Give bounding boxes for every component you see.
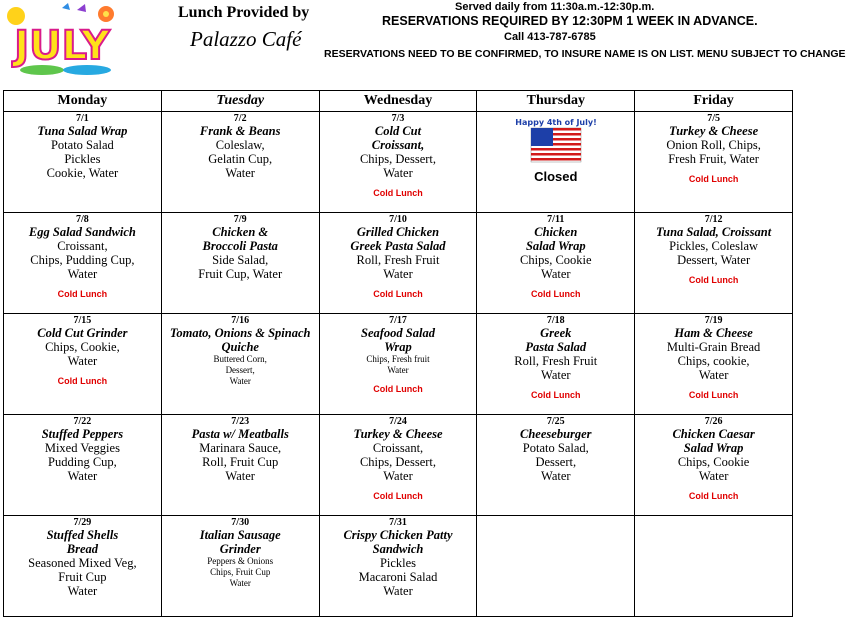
date-number: 7/9 <box>233 214 247 225</box>
week-row <box>4 213 793 314</box>
menu-calendar <box>3 90 793 617</box>
side-items: Potato Salad Pickles Cookie, Water <box>46 138 119 180</box>
day-cell <box>4 213 162 314</box>
cold-lunch-label: Cold Lunch <box>531 390 581 400</box>
notice: RESERVATIONS NEED TO BE CONFIRMED, TO INSURE NAME IS ON LIST. MENU SUBJECT TO CHANGE <box>324 48 846 60</box>
date-number: 7/2 <box>233 113 247 124</box>
title-line-2: Palazzo Café <box>190 27 302 51</box>
date-number: 7/26 <box>704 416 723 427</box>
cold-lunch-label: Cold Lunch <box>373 384 423 394</box>
side-items: Buttered Corn, Dessert, Water <box>213 354 267 386</box>
dish-name: Chicken Caesar Salad Wrap <box>672 427 755 455</box>
dish-name: Chicken Salad Wrap <box>525 225 586 253</box>
side-items: Multi-Grain Bread Chips, cookie, Water <box>666 340 761 382</box>
reservation-rule: RESERVATIONS REQUIRED BY 12:30PM 1 WEEK IN ADVANCE. <box>382 14 758 28</box>
side-items: Croissant, Chips, Dessert, Water <box>359 441 437 483</box>
dish-name: Tuna Salad Wrap <box>37 124 128 138</box>
date-number: 7/16 <box>231 315 250 326</box>
dish-name: Seafood Salad Wrap <box>361 326 435 354</box>
day-cell <box>635 415 793 516</box>
side-items: Chips, Cookie Water <box>520 253 592 281</box>
dish-name: Tuna Salad, Croissant <box>655 225 772 239</box>
date-number: 7/17 <box>389 315 407 326</box>
side-items: Coleslaw, Gelatin Cup, Water <box>208 138 273 180</box>
day-cell <box>635 213 793 314</box>
side-items: Roll, Fresh Fruit Water <box>356 253 440 281</box>
day-cell <box>161 314 319 415</box>
side-items: Marinara Sauce, Roll, Fruit Cup Water <box>199 441 282 483</box>
date-number: 7/5 <box>707 113 720 124</box>
week-row <box>4 314 793 415</box>
day-cell <box>477 112 635 213</box>
dish-name: Egg Salad Sandwich <box>28 225 136 239</box>
day-cell <box>4 112 162 213</box>
date-number: 7/8 <box>76 214 89 225</box>
cold-lunch-label: Cold Lunch <box>373 289 423 299</box>
day-cell <box>319 213 477 314</box>
dish-name: Cold Cut Croissant, <box>371 124 425 152</box>
date-number: 7/29 <box>73 517 92 528</box>
day-cell <box>477 213 635 314</box>
dish-name: Cold Cut Grinder <box>37 326 128 340</box>
dish-name: Turkey & Cheese <box>669 124 759 138</box>
date-number: 7/12 <box>704 214 723 225</box>
day-cell <box>319 112 477 213</box>
side-items: Chips, Cookie Water <box>677 455 750 483</box>
side-items: Onion Roll, Chips, Fresh Fruit, Water <box>666 138 761 166</box>
day-header: Monday <box>4 91 162 112</box>
dish-name: Italian Sausage Grinder <box>199 528 281 556</box>
date-number: 7/31 <box>389 517 407 528</box>
day-cell <box>161 415 319 516</box>
day-header: Wednesday <box>319 91 477 112</box>
date-number: 7/3 <box>391 113 405 124</box>
date-number: 7/25 <box>546 416 565 427</box>
day-cell <box>477 314 635 415</box>
side-items: Seasoned Mixed Veg, Fruit Cup Water <box>28 556 137 598</box>
svg-text:Happy 4th of July!: Happy 4th of July! <box>515 118 597 127</box>
cold-lunch-label: Cold Lunch <box>373 188 423 198</box>
day-header: Tuesday <box>161 91 319 112</box>
side-items: Chips, Fresh fruit Water <box>366 354 430 375</box>
cold-lunch-label: Cold Lunch <box>688 491 739 501</box>
week-row <box>4 516 793 617</box>
date-number: 7/22 <box>73 416 92 427</box>
closed-label: Closed <box>534 169 578 184</box>
cold-lunch-label: Cold Lunch <box>531 289 581 299</box>
title-line-1: Lunch Provided by <box>178 4 310 21</box>
day-cell <box>4 415 162 516</box>
dish-name: Stuffed Peppers <box>41 427 124 441</box>
date-number: 7/18 <box>546 315 565 326</box>
day-cell <box>161 516 319 617</box>
day-cell <box>635 112 793 213</box>
dish-name: Cheeseburger <box>520 427 592 441</box>
call-number: Call 413-787-6785 <box>504 31 596 43</box>
side-items: Roll, Fresh Fruit Water <box>514 354 598 382</box>
date-number: 7/19 <box>704 315 723 326</box>
dish-name: Tomato, Onions & Spinach Quiche <box>169 326 311 354</box>
week-row <box>4 112 793 213</box>
day-cell <box>4 516 162 617</box>
side-items: Side Salad, Fruit Cup, Water <box>198 253 283 281</box>
side-items: Pickles, Coleslaw Dessert, Water <box>669 239 759 267</box>
day-cell <box>319 415 477 516</box>
dish-name: Ham & Cheese <box>674 326 753 340</box>
dish-name: Crispy Chicken Patty Sandwich <box>343 528 453 556</box>
date-number: 7/10 <box>389 214 407 225</box>
svg-text:JULY: JULY <box>14 23 110 69</box>
day-cell <box>635 516 793 617</box>
dish-name: Greek Pasta Salad <box>525 326 587 354</box>
date-number: 7/30 <box>231 517 250 528</box>
cold-lunch-label: Cold Lunch <box>57 376 108 386</box>
cold-lunch-label: Cold Lunch <box>688 174 739 184</box>
side-items: Peppers & Onions Chips, Fruit Cup Water <box>207 556 274 588</box>
day-header: Friday <box>635 91 793 112</box>
dish-name: Grilled Chicken Greek Pasta Salad <box>350 225 446 253</box>
day-cell <box>319 516 477 617</box>
dish-name: Frank & Beans <box>199 124 281 138</box>
side-items: Croissant, Chips, Pudding Cup, Water <box>30 239 135 281</box>
served-hours: Served daily from 11:30a.m.-12:30p.m. <box>455 1 655 13</box>
date-number: 7/15 <box>73 315 92 326</box>
cold-lunch-label: Cold Lunch <box>57 289 108 299</box>
july-logo-art <box>2 2 122 77</box>
side-items: Chips, Dessert, Water <box>359 152 437 180</box>
date-number: 7/23 <box>231 416 250 427</box>
dish-name: Chicken & Broccoli Pasta <box>202 225 278 253</box>
side-items: Pickles Macaroni Salad Water <box>358 556 438 598</box>
july-4th-flag-icon <box>515 114 597 174</box>
cold-lunch-label: Cold Lunch <box>688 390 739 400</box>
dish-name: Turkey & Cheese <box>353 427 443 441</box>
cold-lunch-label: Cold Lunch <box>688 275 739 285</box>
dish-name: Pasta w/ Meatballs <box>191 427 289 441</box>
date-number: 7/24 <box>389 416 407 427</box>
day-cell <box>477 415 635 516</box>
date-number: 7/11 <box>547 214 565 225</box>
day-cell <box>4 314 162 415</box>
dish-name: Stuffed Shells Bread <box>46 528 119 556</box>
day-cell <box>635 314 793 415</box>
side-items: Potato Salad, Dessert, Water <box>522 441 589 483</box>
side-items: Mixed Veggies Pudding Cup, Water <box>44 441 120 483</box>
day-cell <box>161 213 319 314</box>
side-items: Chips, Cookie, Water <box>45 340 120 368</box>
day-header: Thursday <box>477 91 635 112</box>
day-cell <box>319 314 477 415</box>
week-row <box>4 415 793 516</box>
day-header-row <box>4 91 793 112</box>
day-cell <box>161 112 319 213</box>
date-number: 7/1 <box>76 113 89 124</box>
day-cell <box>477 516 635 617</box>
july-logo <box>2 2 122 77</box>
cold-lunch-label: Cold Lunch <box>373 491 423 501</box>
